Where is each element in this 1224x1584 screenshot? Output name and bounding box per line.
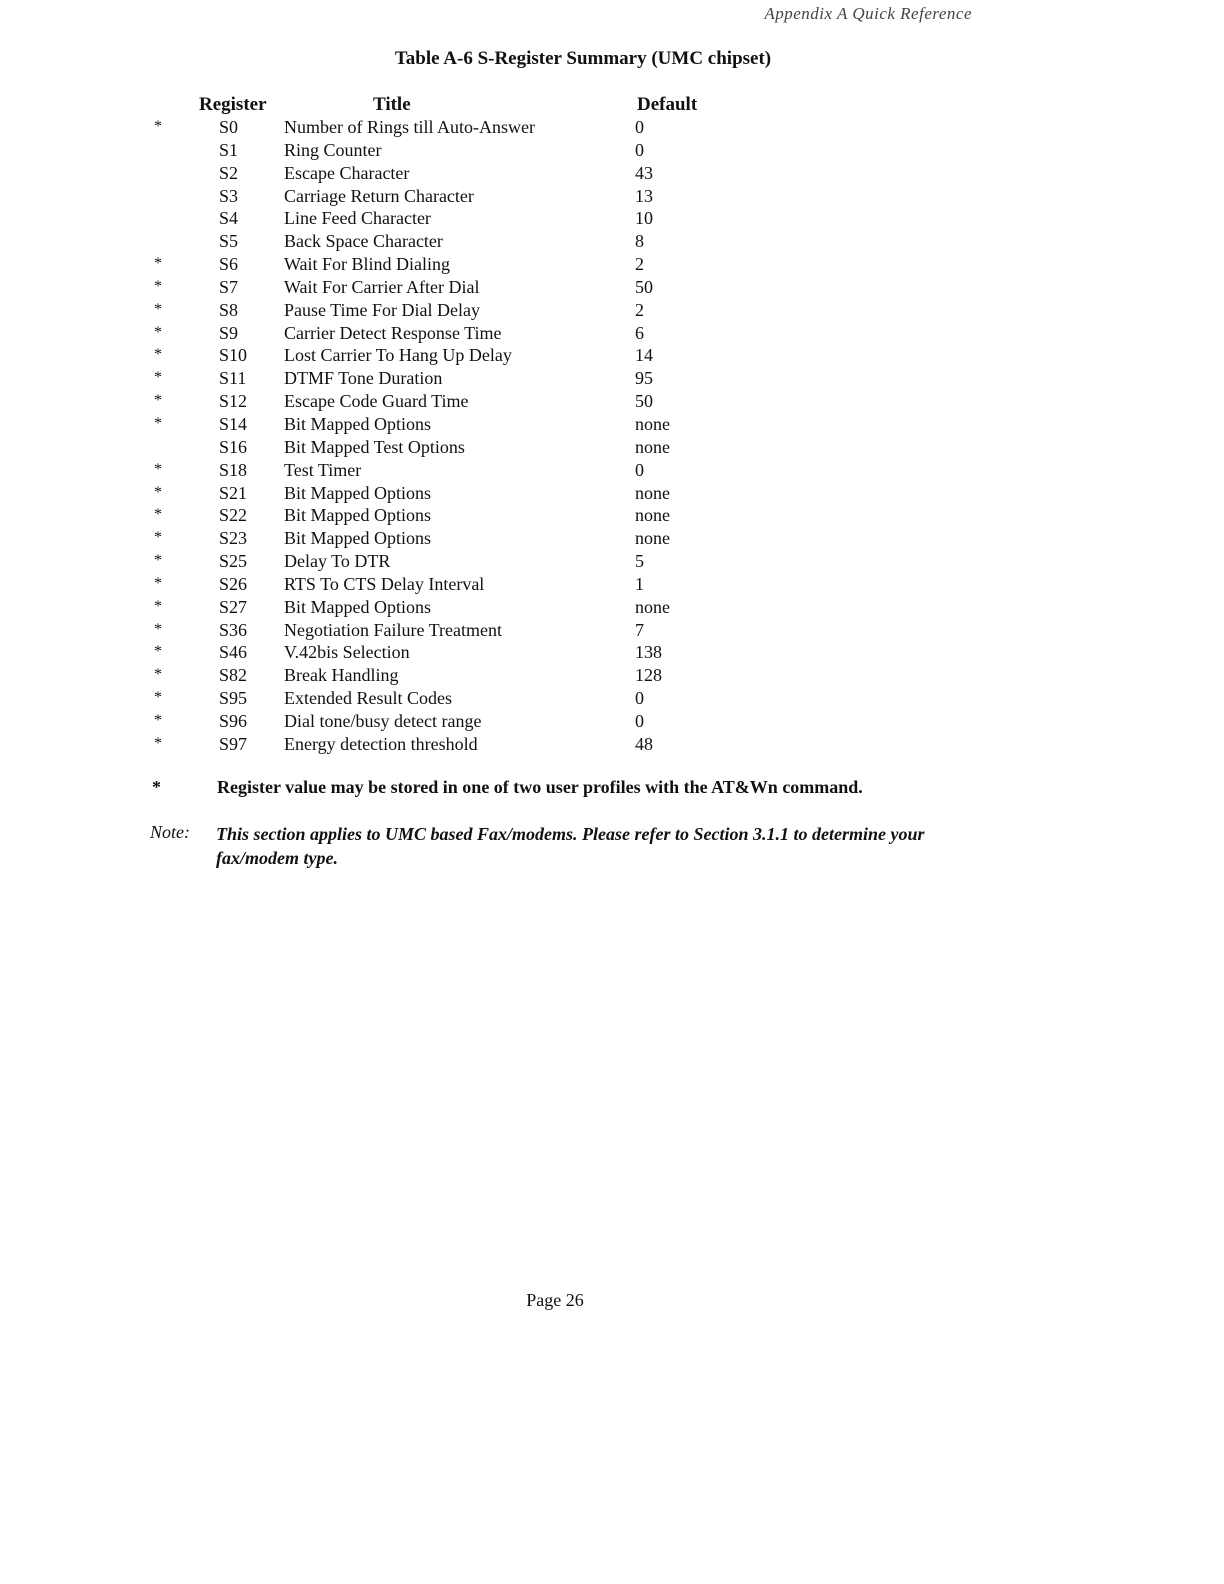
default-cell: 2 (635, 299, 644, 320)
title-cell: Carriage Return Character (284, 185, 474, 206)
table-row (0, 641, 1224, 664)
title-cell: V.42bis Selection (284, 642, 410, 663)
table-row (0, 253, 1224, 276)
note-text: This section applies to UMC based Fax/modems. Please refer to Section 3.1.1 to determine your fax/modem type. (216, 824, 925, 868)
note-label: Note: (150, 822, 190, 842)
register-cell: S16 (219, 436, 248, 457)
column-header-title: Title (373, 94, 411, 115)
default-cell: 1 (635, 573, 644, 594)
register-cell: S26 (219, 573, 248, 594)
column-header-default: Default (637, 94, 698, 115)
register-cell: S36 (219, 619, 248, 640)
title-cell: Number of Rings till Auto-Answer (284, 117, 535, 137)
default-cell: none (635, 596, 670, 617)
profile-marker: * (154, 255, 162, 273)
register-cell: S82 (219, 665, 248, 686)
table-row (0, 504, 1224, 527)
table-row (0, 139, 1224, 162)
register-cell: S7 (219, 276, 239, 297)
default-cell: 8 (635, 231, 644, 252)
profile-marker: * (154, 529, 162, 547)
register-cell: S96 (219, 710, 248, 731)
title-cell: Bit Mapped Options (284, 482, 431, 503)
title-cell: Carrier Detect Response Time (284, 322, 502, 343)
register-cell: S46 (219, 642, 248, 663)
register-cell: S25 (219, 551, 248, 572)
table-row (0, 276, 1224, 299)
table-row (0, 459, 1224, 482)
title-cell: Back Space Character (284, 231, 443, 252)
title-cell: Test Timer (284, 459, 362, 480)
table-row (0, 664, 1224, 687)
register-cell: S6 (219, 254, 239, 275)
default-cell: 50 (635, 276, 653, 297)
register-table-body (0, 116, 1224, 756)
title-cell: Bit Mapped Test Options (284, 436, 465, 457)
running-header: Appendix A Quick Reference (764, 4, 972, 23)
default-cell: 10 (635, 208, 653, 229)
register-cell: S18 (219, 459, 248, 480)
register-cell: S95 (219, 688, 248, 709)
profile-marker: * (154, 277, 162, 295)
default-cell: none (635, 528, 670, 549)
table-row (0, 619, 1224, 642)
title-cell: Delay To DTR (284, 551, 391, 572)
register-cell: S5 (219, 231, 239, 252)
title-cell: Wait For Blind Dialing (284, 254, 451, 275)
register-cell: S4 (219, 208, 239, 229)
default-cell: 95 (635, 368, 653, 389)
profile-marker: * (154, 414, 162, 432)
footnote-marker: * (152, 777, 161, 797)
table-column-headers (0, 94, 1224, 118)
profile-marker: * (154, 734, 162, 752)
default-cell: 0 (635, 710, 644, 731)
profile-marker: * (154, 620, 162, 638)
default-cell: 0 (635, 117, 644, 137)
default-cell: 0 (635, 139, 644, 160)
table-row (0, 299, 1224, 322)
table-row (0, 162, 1224, 185)
table-row (0, 390, 1224, 413)
profile-marker: * (154, 689, 162, 707)
table-row (0, 344, 1224, 367)
table-row (0, 367, 1224, 390)
default-cell: 48 (635, 733, 653, 754)
register-cell: S21 (219, 482, 248, 503)
default-cell: 43 (635, 162, 653, 183)
register-cell: S9 (219, 322, 239, 343)
profile-marker: * (154, 346, 162, 364)
title-cell: Escape Character (284, 162, 410, 183)
default-cell: 7 (635, 619, 644, 640)
table-row (0, 733, 1224, 756)
profile-marker: * (154, 506, 162, 524)
register-cell: S3 (219, 185, 239, 206)
title-cell: Bit Mapped Options (284, 528, 431, 549)
default-cell: none (635, 482, 670, 503)
default-cell: 14 (635, 345, 653, 366)
title-cell: Lost Carrier To Hang Up Delay (284, 345, 512, 366)
title-cell: Dial tone/busy detect range (284, 710, 482, 731)
column-header-register: Register (199, 94, 267, 115)
footnote-text: Register value may be stored in one of two user profiles with the AT&Wn command. (217, 777, 863, 797)
title-cell: Negotiation Failure Treatment (284, 619, 502, 640)
register-cell: S12 (219, 391, 248, 412)
title-cell: Energy detection threshold (284, 733, 478, 754)
table-row (0, 322, 1224, 345)
table-caption: Table A-6 S-Register Summary (UMC chipset) (394, 48, 772, 69)
title-cell: Bit Mapped Options (284, 596, 431, 617)
register-cell: S1 (219, 139, 239, 160)
title-cell: Line Feed Character (284, 208, 431, 229)
default-cell: 13 (635, 185, 653, 206)
profile-marker: * (154, 460, 162, 478)
table-row (0, 185, 1224, 208)
register-cell: S97 (219, 733, 248, 754)
title-cell: Ring Counter (284, 139, 382, 160)
table-row (0, 116, 1224, 139)
default-cell: none (635, 505, 670, 526)
title-cell: Pause Time For Dial Delay (284, 299, 480, 320)
table-row (0, 207, 1224, 230)
default-cell: 5 (635, 551, 644, 572)
title-cell: Escape Code Guard Time (284, 391, 469, 412)
table-row (0, 573, 1224, 596)
title-cell: Break Handling (284, 665, 399, 686)
title-cell: Bit Mapped Options (284, 505, 431, 526)
profile-marker: * (154, 118, 162, 135)
table-row (0, 482, 1224, 505)
table-row (0, 596, 1224, 619)
profile-marker: * (154, 574, 162, 592)
page-number: Page 26 (526, 1290, 584, 1310)
default-cell: none (635, 436, 670, 457)
default-cell: 50 (635, 391, 653, 412)
register-cell: S0 (219, 117, 239, 137)
table-row (0, 550, 1224, 573)
default-cell: none (635, 413, 670, 434)
register-cell: S22 (219, 505, 248, 526)
default-cell: 2 (635, 254, 644, 275)
title-cell: RTS To CTS Delay Interval (284, 573, 485, 594)
table-row (0, 436, 1224, 459)
table-row (0, 527, 1224, 550)
profile-marker: * (154, 300, 162, 318)
profile-marker: * (154, 552, 162, 570)
default-cell: 6 (635, 322, 644, 343)
register-cell: S23 (219, 528, 248, 549)
default-cell: 138 (635, 642, 662, 663)
register-cell: S8 (219, 299, 239, 320)
profile-marker: * (154, 643, 162, 661)
register-cell: S10 (219, 345, 248, 366)
profile-marker: * (154, 369, 162, 387)
table-row (0, 710, 1224, 733)
table-row (0, 230, 1224, 253)
default-cell: 0 (635, 688, 644, 709)
register-cell: S11 (219, 368, 247, 389)
title-cell: Wait For Carrier After Dial (284, 276, 480, 297)
profile-marker: * (154, 597, 162, 615)
table-row (0, 413, 1224, 436)
default-cell: 128 (635, 665, 662, 686)
profile-marker: * (154, 711, 162, 729)
title-cell: DTMF Tone Duration (284, 368, 443, 389)
register-cell: S2 (219, 162, 239, 183)
register-cell: S27 (219, 596, 248, 617)
profile-marker: * (154, 666, 162, 684)
register-cell: S14 (219, 413, 248, 434)
default-cell: 0 (635, 459, 644, 480)
title-cell: Bit Mapped Options (284, 413, 431, 434)
table-row (0, 687, 1224, 710)
profile-marker: * (154, 323, 162, 341)
profile-marker: * (154, 392, 162, 410)
profile-marker: * (154, 483, 162, 501)
title-cell: Extended Result Codes (284, 688, 452, 709)
